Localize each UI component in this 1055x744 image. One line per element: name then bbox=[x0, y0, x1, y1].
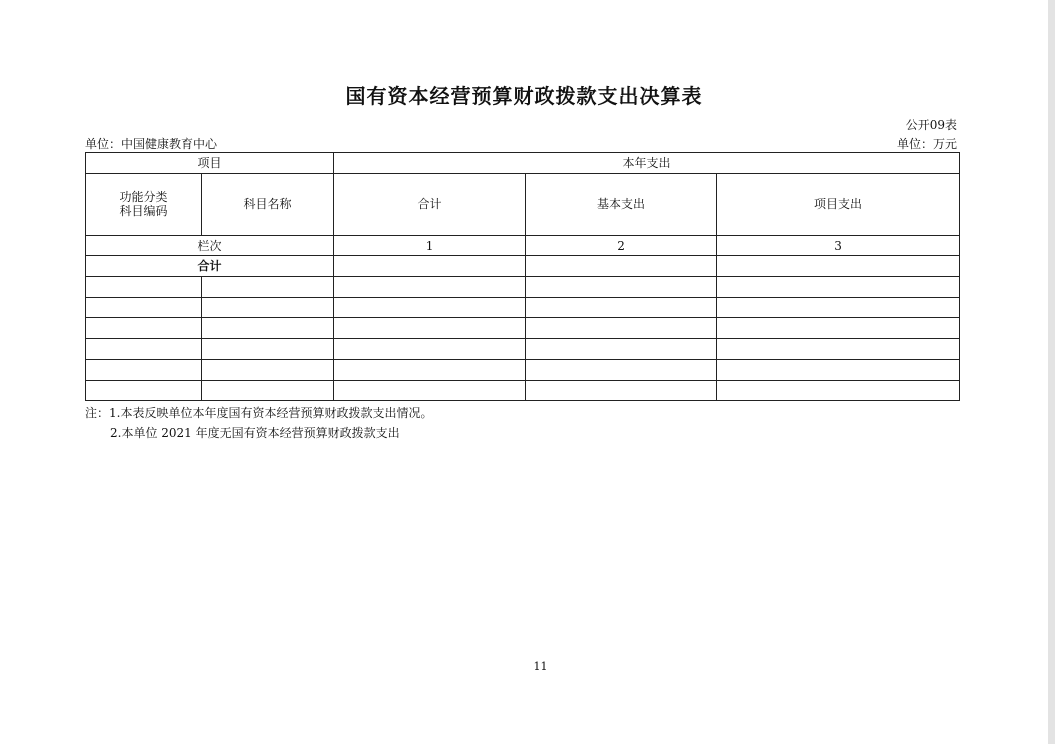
table-cell bbox=[717, 380, 960, 401]
table-row bbox=[86, 277, 960, 298]
table-cell bbox=[202, 359, 334, 380]
table-cell bbox=[526, 277, 717, 298]
header-project-expenditure: 项目支出 bbox=[717, 173, 960, 235]
expenditure-table bbox=[85, 152, 960, 401]
table-cell bbox=[717, 359, 960, 380]
row-index-label: 栏次 bbox=[86, 235, 334, 256]
table-cell bbox=[717, 339, 960, 360]
table-row bbox=[86, 359, 960, 380]
total-cell bbox=[717, 256, 960, 277]
row-index-3: 3 bbox=[717, 235, 960, 256]
table-cell bbox=[202, 297, 334, 318]
table-cell bbox=[86, 339, 202, 360]
table-cell bbox=[717, 277, 960, 298]
table-row bbox=[86, 318, 960, 339]
table-cell bbox=[526, 380, 717, 401]
table-cell bbox=[86, 380, 202, 401]
note-2: 2.本单位 2021 年度无国有资本经营预算财政拨款支出 bbox=[110, 426, 400, 440]
table-cell bbox=[334, 318, 526, 339]
table-cell bbox=[86, 318, 202, 339]
table-cell bbox=[334, 297, 526, 318]
vertical-scrollbar[interactable] bbox=[1048, 0, 1055, 744]
table-subheader-row bbox=[86, 173, 960, 235]
total-cell bbox=[526, 256, 717, 277]
table-cell bbox=[86, 359, 202, 380]
table-cell bbox=[526, 359, 717, 380]
note-1: 注：1.本表反映单位本年度国有资本经营预算财政拨款支出情况。 bbox=[85, 406, 433, 420]
page-number: 11 bbox=[533, 660, 548, 673]
row-index-2: 2 bbox=[526, 235, 717, 256]
unit-organization: 单位：中国健康教育中心 bbox=[85, 137, 218, 151]
table-cell bbox=[526, 318, 717, 339]
table-cell bbox=[717, 318, 960, 339]
total-cell bbox=[334, 256, 526, 277]
header-function-code-line2: 科目编码 bbox=[119, 204, 168, 219]
form-number: 公开09表 bbox=[905, 118, 957, 132]
notes bbox=[85, 403, 432, 443]
header-basic-expenditure: 基本支出 bbox=[526, 173, 717, 235]
page-title: 国有资本经营预算财政拨款支出决算表 bbox=[345, 84, 703, 108]
total-row bbox=[86, 256, 960, 277]
table-cell bbox=[202, 380, 334, 401]
table-cell bbox=[526, 339, 717, 360]
table-header-row bbox=[86, 153, 960, 174]
header-project: 项目 bbox=[86, 153, 334, 174]
table-cell bbox=[717, 297, 960, 318]
table-row bbox=[86, 380, 960, 401]
total-row-label: 合计 bbox=[86, 256, 334, 277]
table-cell bbox=[202, 277, 334, 298]
row-index-row bbox=[86, 235, 960, 256]
table-row bbox=[86, 339, 960, 360]
table-cell bbox=[334, 339, 526, 360]
unit-amount: 单位：万元 bbox=[896, 137, 957, 151]
table-cell bbox=[202, 318, 334, 339]
table-cell bbox=[86, 297, 202, 318]
header-function-code bbox=[86, 173, 202, 235]
table-cell bbox=[202, 339, 334, 360]
table-cell bbox=[334, 359, 526, 380]
table-cell bbox=[334, 277, 526, 298]
table-row bbox=[86, 297, 960, 318]
header-subject-name: 科目名称 bbox=[202, 173, 334, 235]
row-index-1: 1 bbox=[334, 235, 526, 256]
header-function-code-line1: 功能分类 bbox=[119, 190, 168, 205]
table-cell bbox=[86, 277, 202, 298]
header-total: 合计 bbox=[334, 173, 526, 235]
table-cell bbox=[526, 297, 717, 318]
table-cell bbox=[334, 380, 526, 401]
header-current-year-expenditure: 本年支出 bbox=[334, 153, 960, 174]
